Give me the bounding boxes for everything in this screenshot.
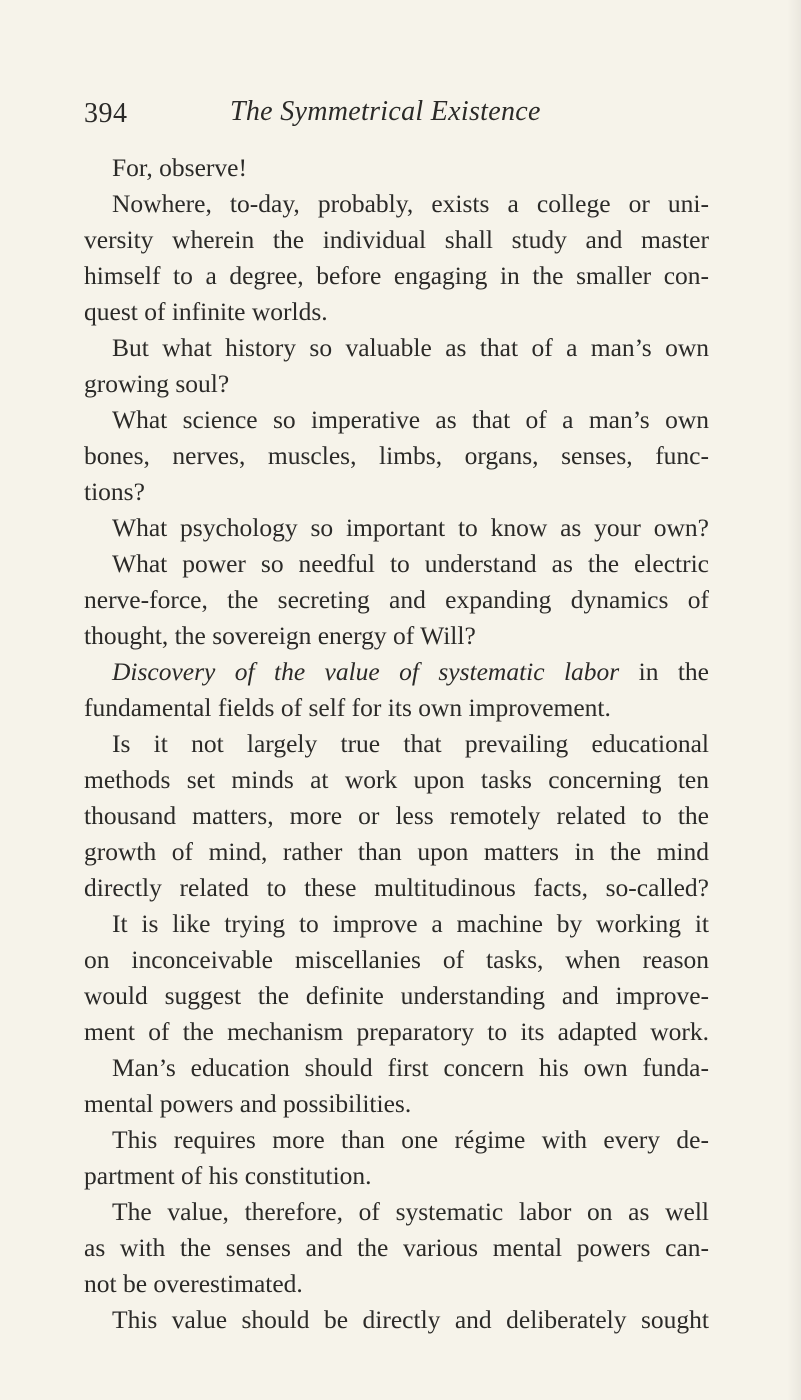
text-line <box>84 186 709 222</box>
line-text: ment of the mechanism preparatory to its adapted work. <box>84 1017 709 1046</box>
line-text: quest of infinite worlds. <box>84 297 328 326</box>
line-text: methods set minds at work upon tasks concerning ten <box>84 765 709 794</box>
line-text: What science so imperative as that of a man’s own <box>112 405 709 434</box>
text-line <box>84 1158 709 1194</box>
line-text: fundamental fields of self for its own improvement. <box>84 693 611 722</box>
line-text: What power so needful to understand as the electric <box>112 549 709 578</box>
page-number: 394 <box>84 98 128 129</box>
line-text: The value, therefore, of systematic labor on as well <box>112 1197 709 1226</box>
line-text: tions? <box>84 477 145 506</box>
line-text: would suggest the definite understanding and improve- <box>84 981 709 1010</box>
text-line <box>84 1302 709 1338</box>
line-text: thought, the sovereign energy of Will? <box>84 621 476 650</box>
text-line <box>84 366 709 402</box>
text-line <box>84 294 709 330</box>
line-text: nerve-force, the secreting and expanding dynamics of <box>84 585 709 614</box>
italic-phrase: Discovery of the value of systematic labor <box>112 657 620 686</box>
line-text: mental powers and possibilities. <box>84 1089 412 1118</box>
text-line <box>84 906 709 942</box>
line-text: It is like trying to improve a machine by working it <box>112 909 709 938</box>
text-line <box>84 1230 709 1266</box>
line-text: as with the senses and the various mental powers can- <box>84 1233 709 1262</box>
line-text: growth of mind, rather than upon matters in the mind <box>84 837 709 866</box>
line-text: versity wherein the individual shall study and master <box>84 225 709 254</box>
line-text: on inconceivable miscellanies of tasks, when reason <box>84 945 709 974</box>
text-line <box>84 1266 709 1302</box>
text-line <box>84 222 709 258</box>
text-line <box>84 1194 709 1230</box>
line-text: in the <box>619 657 709 686</box>
line-text: Man’s education should first concern his own funda- <box>112 1053 709 1082</box>
text-line <box>84 1050 709 1086</box>
text-line <box>84 1014 709 1050</box>
line-text: bones, nerves, muscles, limbs, organs, senses, func- <box>84 441 709 470</box>
line-text: But what history so valuable as that of a man’s own <box>112 333 709 362</box>
text-line <box>84 582 709 618</box>
text-line <box>84 870 709 906</box>
text-line <box>84 474 709 510</box>
text-line <box>84 690 709 726</box>
text-line <box>84 438 709 474</box>
text-line <box>84 258 709 294</box>
line-text: growing soul? <box>84 369 230 398</box>
line-text: This value should be directly and deliberately sought <box>112 1305 709 1334</box>
text-line <box>84 942 709 978</box>
text-line <box>84 510 709 546</box>
line-text: thousand matters, more or less remotely related to the <box>84 801 709 830</box>
body-text <box>84 150 709 1338</box>
line-text: himself to a degree, before engaging in the smaller con- <box>84 261 709 290</box>
line-text: Nowhere, to-day, probably, exists a college or uni- <box>112 189 709 218</box>
text-line <box>84 546 709 582</box>
line-text: not be overestimated. <box>84 1269 303 1298</box>
text-line <box>84 834 709 870</box>
text-line <box>84 402 709 438</box>
line-text: partment of his constitution. <box>84 1161 372 1190</box>
line-text: directly related to these multitudinous facts, so-called? <box>84 873 709 902</box>
line-text: This requires more than one régime with every de- <box>112 1125 709 1154</box>
text-line <box>84 978 709 1014</box>
text-line <box>84 618 709 654</box>
text-line <box>84 1122 709 1158</box>
text-line <box>84 654 709 690</box>
line-text: Is it not largely true that prevailing educational <box>112 729 709 758</box>
text-line <box>84 330 709 366</box>
text-line <box>84 762 709 798</box>
line-text: What psychology so important to know as your own? <box>112 513 709 542</box>
line-text: For, observe! <box>112 153 247 182</box>
text-line <box>84 726 709 762</box>
page-edge-shadow <box>787 0 801 1400</box>
text-line <box>84 150 709 186</box>
text-line <box>84 798 709 834</box>
page-header <box>84 96 604 136</box>
running-head: The Symmetrical Existence <box>230 96 541 127</box>
text-line <box>84 1086 709 1122</box>
